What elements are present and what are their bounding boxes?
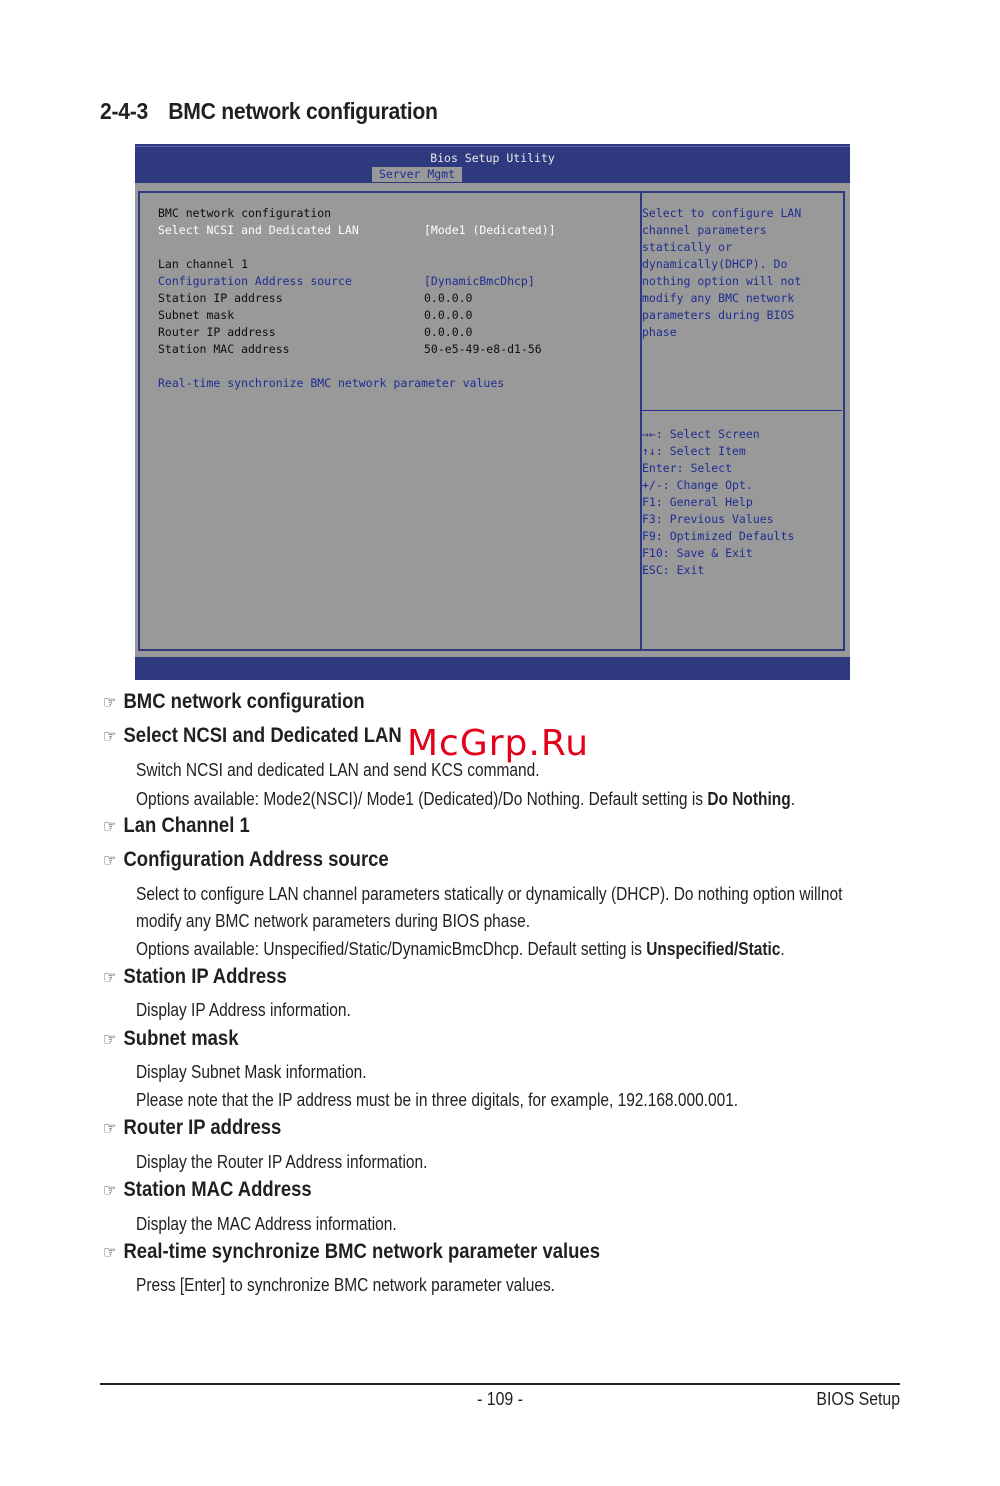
bios-row-config-address-source[interactable] [158, 273, 535, 290]
pointing-hand-icon: ☞ [103, 1181, 117, 1200]
bios-row-label: Station IP address [158, 291, 283, 305]
item-heading-text: Station IP Address [123, 965, 287, 988]
bios-row-label: Subnet mask [158, 308, 235, 322]
key-hint-esc: ESC: Exit [642, 563, 705, 577]
bios-main-panel [138, 191, 642, 651]
section-heading: BMC network configuration [168, 98, 438, 124]
help-text-line: phase [642, 325, 677, 339]
bios-row-value: [DynamicBmcDhcp] [424, 274, 535, 288]
bios-utility-title: Bios Setup Utility [430, 151, 555, 165]
item-heading-select-ncsi [103, 724, 402, 748]
item-heading-lan-channel [103, 814, 250, 838]
item-heading-text: Subnet mask [123, 1027, 239, 1050]
bios-row-value: 0.0.0.0 [424, 291, 473, 305]
item-heading-text: Real-time synchronize BMC network parameter values [123, 1240, 600, 1263]
watermark: McGrp.Ru [407, 723, 590, 764]
bios-row-label: BMC network configuration [158, 206, 332, 220]
key-hint-select-screen: →←: Select Screen [642, 427, 760, 441]
key-hint-select-item: ↑↓: Select Item [642, 444, 746, 458]
bios-row-station-ip [158, 290, 473, 307]
item-heading-text: Lan Channel 1 [123, 814, 250, 837]
item-heading-text: Router IP address [123, 1116, 282, 1139]
item-heading-station-ip [103, 965, 287, 989]
pointing-hand-icon: ☞ [103, 851, 117, 870]
key-hint-f3: F3: Previous Values [642, 512, 774, 526]
key-hint-f10: F10: Save & Exit [642, 546, 753, 560]
item-options [136, 939, 785, 960]
bios-row-label: Station MAC address [158, 342, 290, 356]
item-description: Display IP Address information. [136, 1000, 351, 1020]
item-description: Display the MAC Address information. [136, 1214, 397, 1234]
key-hint-f1: F1: General Help [642, 495, 753, 509]
item-heading-text: Station MAC Address [123, 1178, 312, 1201]
bios-row-realtime-sync[interactable] [158, 375, 505, 392]
pointing-hand-icon: ☞ [103, 727, 117, 746]
bios-header-line [135, 146, 850, 147]
item-description: Please note that the IP address must be in three digitals, for example, 192.168.000.001. [136, 1090, 739, 1110]
options-period: . [780, 939, 785, 959]
bios-help-panel [638, 191, 845, 651]
bios-screenshot [135, 144, 850, 680]
pointing-hand-icon: ☞ [103, 693, 117, 712]
footer-rule [100, 1383, 900, 1385]
default-setting: Do Nothing [707, 789, 791, 809]
help-text-line: dynamically(DHCP). Do [642, 257, 788, 271]
item-heading-router-ip [103, 1116, 281, 1140]
bios-row-label: Configuration Address source [158, 274, 352, 288]
bios-row-value: 0.0.0.0 [424, 325, 473, 339]
item-options [136, 789, 795, 810]
help-text-line: nothing option will not [642, 274, 802, 288]
help-text-line: statically or [642, 240, 733, 254]
item-heading-config-address-source [103, 848, 389, 872]
item-heading-text: Configuration Address source [123, 848, 389, 871]
bios-row-station-mac [158, 341, 542, 358]
section-title [100, 98, 438, 125]
item-description: Press [Enter] to synchronize BMC network parameter values. [136, 1275, 555, 1295]
bios-tab-server-mgmt[interactable]: Server Mgmt [372, 167, 462, 182]
pointing-hand-icon: ☞ [103, 1119, 117, 1138]
help-text-line: modify any BMC network [642, 291, 795, 305]
bios-footer [135, 657, 850, 680]
options-text: Options available: Mode2(NSCI)/ Mode1 (Dedicated)/Do Nothing. Default setting is [136, 789, 708, 809]
bios-row-router-ip [158, 324, 473, 341]
item-description: Select to configure LAN channel parameters statically or dynamically (DHCP). Do nothing option willnot [136, 884, 843, 904]
item-heading-subnet-mask [103, 1027, 238, 1051]
item-description: modify any BMC network parameters during BIOS phase. [136, 911, 531, 931]
bios-row-value: [Mode1 (Dedicated)] [424, 223, 556, 237]
pointing-hand-icon: ☞ [103, 1030, 117, 1049]
footer-section-label: BIOS Setup [816, 1389, 900, 1409]
pointing-hand-icon: ☞ [103, 968, 117, 987]
help-divider [640, 410, 842, 411]
item-description: Switch NCSI and dedicated LAN and send KCS command. [136, 760, 540, 780]
bios-row-lan-channel [158, 256, 249, 273]
bios-row-subnet-mask [158, 307, 473, 324]
bios-row-label: Router IP address [158, 325, 276, 339]
bios-row-label: Real-time synchronize BMC network parameter values [158, 376, 505, 390]
bios-row-label: Lan channel 1 [158, 257, 249, 271]
item-description: Display the Router IP Address information. [136, 1152, 428, 1172]
help-text-line: Select to configure LAN [642, 206, 802, 220]
help-text-line: channel parameters [642, 223, 767, 237]
pointing-hand-icon: ☞ [103, 817, 117, 836]
bios-row-value: 0.0.0.0 [424, 308, 473, 322]
key-hint-f9: F9: Optimized Defaults [642, 529, 795, 543]
bios-row-bmc-config [158, 205, 332, 222]
pointing-hand-icon: ☞ [103, 1243, 117, 1262]
item-heading-bmc-network-configuration [103, 690, 365, 714]
key-hint-enter: Enter: Select [642, 461, 733, 475]
item-heading-realtime-sync [103, 1240, 600, 1264]
options-text: Options available: Unspecified/Static/DynamicBmcDhcp. Default setting is [136, 939, 647, 959]
item-description: Display Subnet Mask information. [136, 1062, 367, 1082]
item-heading-text: BMC network configuration [123, 690, 365, 713]
bios-row-select-ncsi[interactable] [158, 222, 556, 239]
section-number: 2-4-3 [100, 98, 149, 124]
item-heading-station-mac [103, 1178, 312, 1202]
bios-header [135, 144, 850, 183]
default-setting: Unspecified/Static [646, 939, 781, 959]
page-number: - 109 - [477, 1389, 523, 1409]
options-period: . [790, 789, 796, 809]
key-hint-change-opt: +/-: Change Opt. [642, 478, 753, 492]
bios-row-label: Select NCSI and Dedicated LAN [158, 223, 359, 237]
help-text-line: parameters during BIOS [642, 308, 795, 322]
bios-row-value: 50-e5-49-e8-d1-56 [424, 342, 542, 356]
item-heading-text: Select NCSI and Dedicated LAN [123, 724, 402, 747]
